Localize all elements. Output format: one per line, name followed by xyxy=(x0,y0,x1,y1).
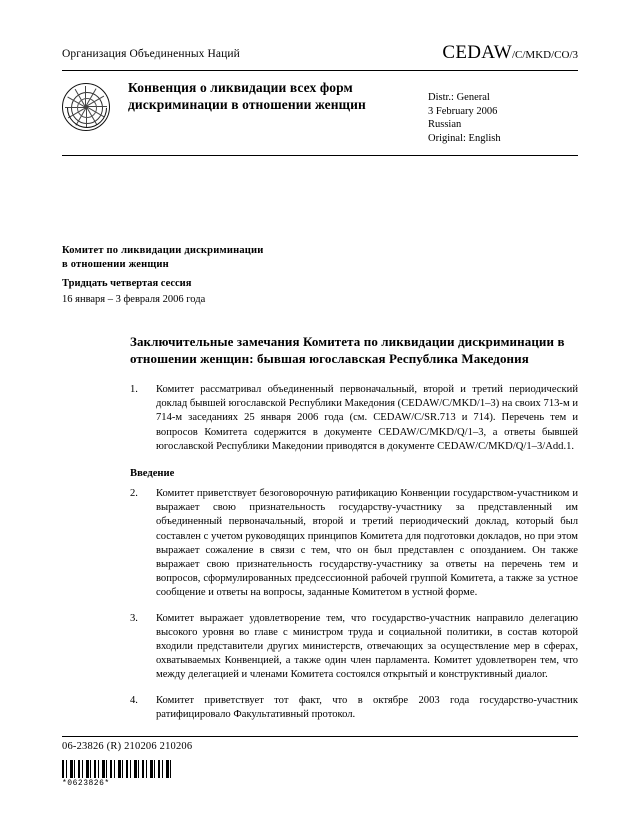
paragraph-text: Комитет приветствует безоговорочную ратификацию Конвенции государством-участником и выражает свою признательность государству-участнику за представленный им объединенный первоначальный, второй и третий периодический доклад, который был составлен с учетом руководящих принципов Комитета для подготовки докладов, но при этом выражает сожаление в связи с тем, что он был представлен с опозданием. Он также выражает свою признательность государству-участнику за ответы на перечень тем и вопросов, сформулированных предсессионной рабочей группой Комитета, а также за устное сообщение и ответы на вопросы, заданные Комитетом в устной форме. xyxy=(156,488,578,599)
barcode-text: *0623826* xyxy=(62,779,110,788)
job-number: 06-23826 (R) 210206 210206 xyxy=(62,741,193,752)
paragraph-text: Комитет приветствует тот факт, что в октябре 2003 года государство-участник ратифицировало Факультативный протокол. xyxy=(156,694,578,720)
paragraph-4 xyxy=(130,694,578,722)
emblem-container xyxy=(62,79,124,131)
paragraph-text: Комитет рассматривал объединенный первоначальный, второй и третий периодический доклад бывшей югославской Республики Македония (CEDAW/C/MKD/1–3) на своих 713-м и 714-м заседаниях 25 января 2006 года (см. CEDAW/C/SR.713 и 714). Перечень тем и вопросов Комитета содержится в документе CEDAW/C/MKD/Q/1–3, а ответы бывшей югославской Республики Македонии приводятся в документе CEDAW/C/MKD/Q/1–3/Add.1. xyxy=(156,384,578,452)
page-content xyxy=(62,0,578,733)
distr-line-1: Distr.: General xyxy=(428,92,490,103)
paragraph-number: 4. xyxy=(130,694,138,706)
distribution-block xyxy=(428,79,578,145)
document-header xyxy=(62,42,578,66)
paragraph-number: 3. xyxy=(130,612,138,624)
paragraph-number: 2. xyxy=(130,488,138,500)
un-emblem-icon xyxy=(62,83,110,131)
distr-line-3: Russian xyxy=(428,119,462,130)
paragraph-text: Комитет выражает удовлетворение тем, что государство-участник направило делегацию высокого уровня во главе с министром труда и социальной политики, в состав которой входили представители других министерств, отвечающих за осуществление мер в сферах, охватываемых Конвенцией, а также один член парламента. Комитет удовлетворен тем, что между делегацией и членами Комитета состоялся открытый и конструктивный диалог. xyxy=(156,612,578,681)
footer-divider xyxy=(62,736,578,737)
subheading-introduction: Введение xyxy=(130,468,175,480)
committee-block xyxy=(62,244,578,307)
document-body xyxy=(130,333,578,722)
barcode-bars xyxy=(62,760,174,778)
masthead-divider xyxy=(62,155,578,156)
committee-name-line2: в отношении женщин xyxy=(62,259,169,270)
symbol-main: CEDAW xyxy=(442,42,512,63)
document-symbol xyxy=(442,42,578,64)
paragraph-2 xyxy=(130,487,578,601)
paragraph-3 xyxy=(130,612,578,683)
page-title: Заключительные замечания Комитета по ликвидации дискриминации в отношении женщин: бывшая югославская Республика Македония xyxy=(130,334,565,366)
symbol-suffix: /C/MKD/CO/3 xyxy=(511,49,578,61)
distr-line-4: Original: English xyxy=(428,132,501,144)
committee-dates: 16 января – 3 февраля 2006 года xyxy=(62,294,206,305)
committee-name-line1: Комитет по ликвидации дискриминации xyxy=(62,245,264,256)
masthead xyxy=(62,71,578,151)
distr-line-2: 3 February 2006 xyxy=(428,105,498,117)
committee-session: Тридцать четвертая сессия xyxy=(62,278,192,289)
organization-name: Организация Объединенных Наций xyxy=(62,48,240,60)
convention-title: Конвенция о ликвидации всех форм дискриминации в отношении женщин xyxy=(128,80,366,112)
barcode xyxy=(62,760,174,786)
paragraph-1 xyxy=(130,383,578,454)
paragraph-number: 1. xyxy=(130,384,138,395)
title-block xyxy=(124,79,428,113)
document-footer xyxy=(62,736,578,786)
